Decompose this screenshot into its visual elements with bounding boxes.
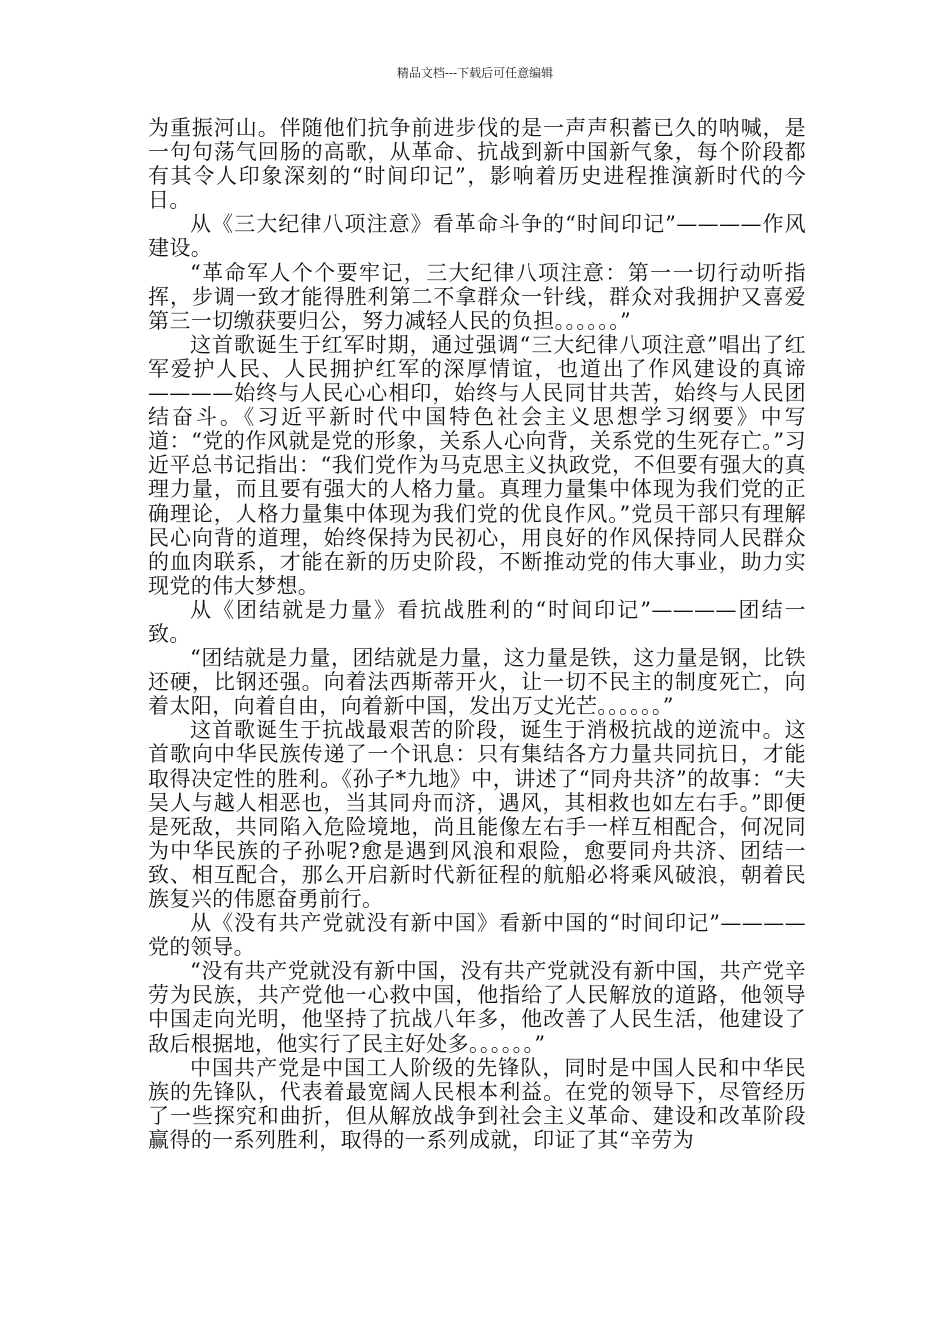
paragraph-unity: 这首歌诞生于抗战最艰苦的阶段，诞生于消极抗战的逆流中。这首歌向中华民族传递了一个讯息：只有集结各方力量共同抗日，才能取得决定性的胜利。《孙子*九地》中，讲述了“同舟共济”的故事：“夫吴人与越人相恶也，当其同舟而济，遇风，其相救也如左右手。”即便是死敌，共同陷入危险境地，尚且能像左右手一样互相配合，何况同为中华民族的子孙呢?愈是遇到风浪和艰险，愈要同舟共济、团结一致、相互配合，那么开启新时代新征程的航船必将乘风破浪，朝着民族复兴的伟愿奋勇前行。 (148, 718, 806, 911)
document-body (148, 116, 806, 1152)
page-header: 精品文档---下载后可任意编辑 (396, 66, 554, 80)
section-heading-revolution: 从《三大纪律八项注意》看革命斗争的“时间印记”————作风建设。 (148, 212, 806, 261)
song-lyrics-quote-3: “没有共产党就没有新中国，没有共产党就没有新中国，共产党辛劳为民族，共产党他一心救中国，他指给了人民解放的道路，他领导中国走向光明，他坚持了抗战八年多，他改善了人民生活，他建设了敌后根据地，他实行了民主好处多。。。。。。” (148, 959, 806, 1056)
section-heading-unity: 从《团结就是力量》看抗战胜利的“时间印记”————团结一致。 (148, 597, 806, 646)
section-heading-new-china: 从《没有共产党就没有新中国》看新中国的“时间印记”————党的领导。 (148, 911, 806, 960)
paragraph-party-leadership: 中国共产党是中国工人阶级的先锋队，同时是中国人民和中华民族的先锋队，代表着最宽阔人民根本利益。在党的领导下，尽管经历了一些探究和曲折，但从解放战争到社会主义革命、建设和改革阶段赢得的一系列胜利，取得的一系列成就，印证了其“辛劳为 (148, 1055, 806, 1152)
song-lyrics-quote-1: “革命军人个个要牢记，三大纪律八项注意：第一一切行动听指挥，步调一致才能得胜利第二不拿群众一针线，群众对我拥护又喜爱第三一切缴获要归公，努力减轻人民的负担。。。。。。” (148, 260, 806, 333)
paragraph-1: 为重振河山。伴随他们抗争前进步伐的是一声声积蓄已久的呐喊，是一句句荡气回肠的高歌，从革命、抗战到新中国新气象，每个阶段都有其令人印象深刻的“时间印记”，影响着历史进程推演新时代的今日。 (148, 116, 806, 213)
song-lyrics-quote-2: “团结就是力量，团结就是力量，这力量是铁，这力量是钢，比铁还硬，比钢还强。向着法西斯蒂开火，让一切不民主的制度死亡，向着太阳，向着自由，向着新中国，发出万丈光芒。。。。。。” (148, 646, 806, 719)
paragraph-style-building: 这首歌诞生于红军时期，通过强调“三大纪律八项注意”唱出了红军爱护人民、人民拥护红军的深厚情谊，也道出了作风建设的真谛————始终与人民心心相印，始终与人民同甘共苦，始终与人民团结奋斗。《习近平新时代中国特色社会主义思想学习纲要》中写道：“党的作风就是党的形象，关系人心向背，关系党的生死存亡。”习近平总书记指出：“我们党作为马克思主义执政党，不但要有强大的真理力量，而且要有强大的人格力量。真理力量集中体现为我们党的正确理论，人格力量集中体现为我们党的优良作风。”党员干部只有理解民心向背的道理，始终保持为民初心，用良好的作风保持同人民群众的血肉联系，才能在新的历史阶段，不断推动党的伟大事业，助力实现党的伟大梦想。 (148, 332, 806, 598)
